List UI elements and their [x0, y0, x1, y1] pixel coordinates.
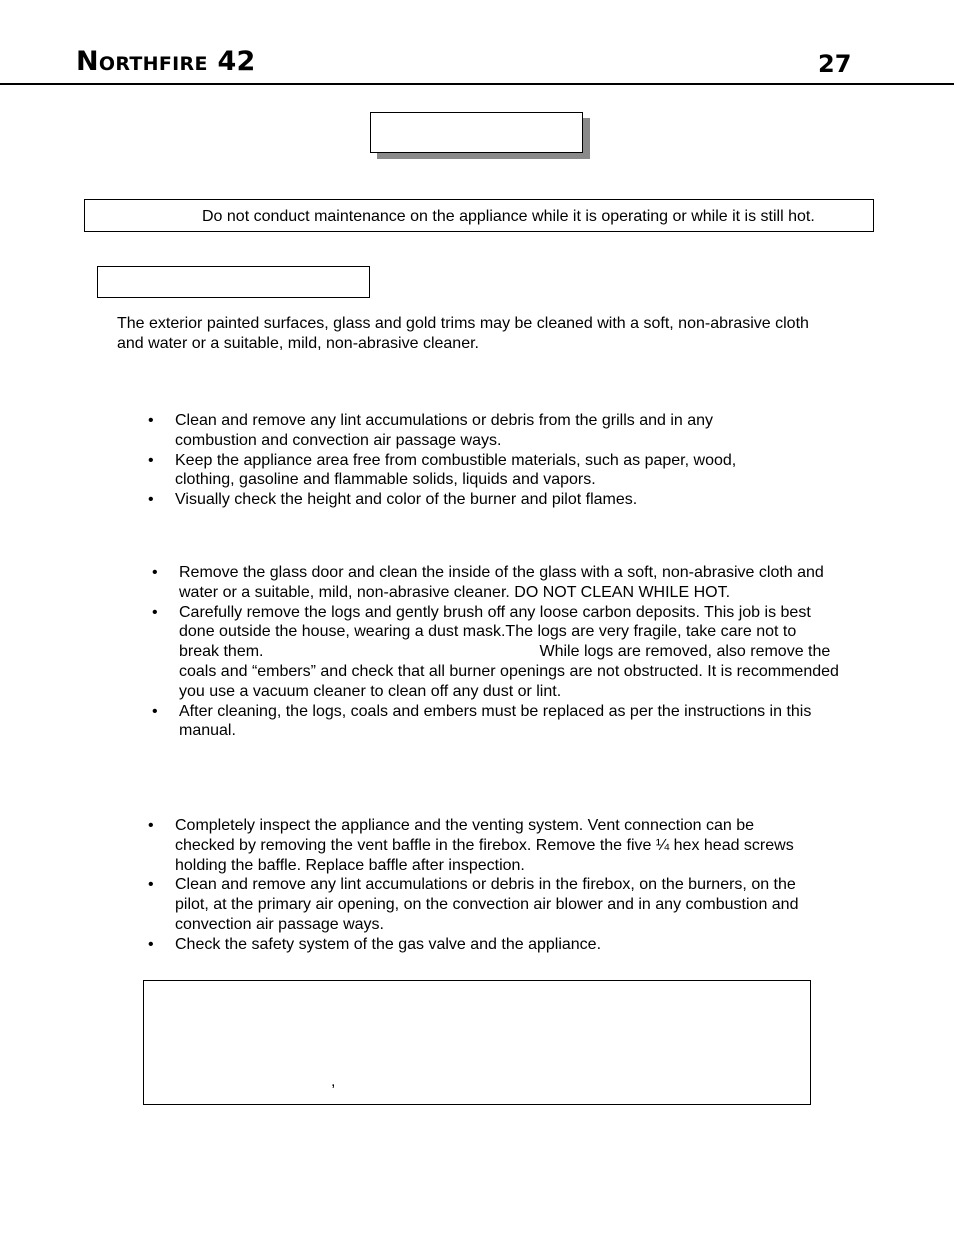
- subheading-box: [97, 266, 370, 298]
- list-item: • Visually check the height and color of the burner and pilot flames.: [175, 490, 795, 510]
- logs-text-part1: Carefully remove the logs and gently brush off any loose carbon deposits. This job is best done outside the house, wearing a dust mask.The logs are very fragile, take care not to break them.: [179, 603, 811, 661]
- list-item: • Keep the appliance area free from combustible materials, such as paper, wood, clothing, gasoline and flammable solids, liquids and vapors.: [175, 451, 795, 491]
- logs-text-part2: While logs are removed, also remove the coals and “embers” and check that all burner openings are not obstructed. It is recommended you use a vacuum cleaner to clean off any dust or lint.: [179, 643, 839, 700]
- list-item: • Clean and remove any lint accumulations or debris in the firebox, on the burners, on the pilot, at the primary air opening, on the convection air blower and in any combustion and convection air passage ways.: [175, 875, 815, 934]
- page-number: 27: [818, 50, 852, 78]
- list-item: • Check the safety system of the gas valve and the appliance.: [175, 935, 815, 955]
- list-item: • After cleaning, the logs, coals and embers must be replaced as per the instructions in this manual.: [179, 702, 839, 742]
- header-rule: [0, 83, 954, 85]
- warning-text: Do not conduct maintenance on the appliance while it is operating or while it is still hot.: [202, 208, 815, 225]
- routine-checks-list: [175, 411, 795, 510]
- list-item: • Completely inspect the appliance and the venting system. Vent connection can be checked by removing the vent baffle in the firebox. Remove the five ¼ hex head screws holding the baffle. Replace baffle after inspection.: [175, 816, 815, 875]
- cleaning-steps-list: [179, 563, 839, 741]
- note-box: [143, 980, 811, 1105]
- list-item: • Remove the glass door and clean the inside of the glass with a soft, non-abrasive cloth and water or a suitable, mild, non-abrasive cleaner. DO NOT CLEAN WHILE HOT.: [179, 563, 839, 603]
- annual-inspection-list: [175, 816, 815, 955]
- note-comma: ,: [331, 1073, 336, 1090]
- exterior-cleaning-paragraph: The exterior painted surfaces, glass and gold trims may be cleaned with a soft, non-abrasive cloth and water or a suitable, mild, non-abrasive cleaner.: [117, 315, 809, 352]
- list-item: [179, 603, 839, 702]
- section-heading-box: [370, 112, 583, 153]
- list-item: • Clean and remove any lint accumulations or debris from the grills and in any combustion and convection air passage ways.: [175, 411, 795, 451]
- document-title: Northfire 42: [76, 46, 256, 77]
